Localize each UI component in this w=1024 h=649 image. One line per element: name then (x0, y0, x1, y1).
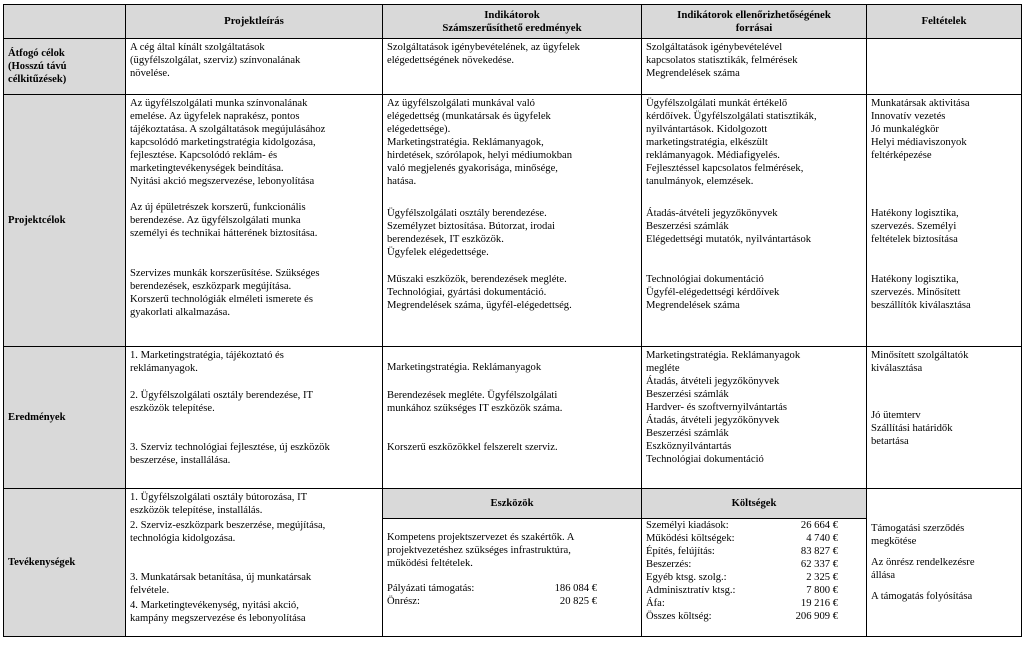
cell-overall-indicators (383, 39, 642, 95)
funding-item (387, 582, 597, 595)
cell-text: Marketingstratégia. Reklámanyagok megléte Átadás, átvételi jegyzőkönyvek Beszerzési számlák Hardver- és szoftvernyilvántartás Átadás, átvételi jegyzőkönyvek Beszerzési számlák Eszköznyilvántartás Technológiai dokumentáció (646, 350, 801, 465)
header-indicators-line2: Számszerűsíthető eredmények (442, 21, 582, 34)
funding-value: 20 825 € (559, 596, 597, 607)
cell-text: Támogatási szerződés megkötése (871, 523, 965, 547)
cost-value: 83 827 € (800, 546, 838, 557)
cell-text: 1. Ügyfélszolgálati osztály bútorozása, IT eszközök telepítése, installálás. (130, 492, 308, 516)
cell-tools (383, 519, 642, 637)
cell-text: Szervizes munkák korszerűsítése. Szükséges berendezések, eszközpark megújítása. Korszerű technológiák elméleti ismerete és gyakorlati alkalmazása. (130, 268, 320, 318)
cell-activities-desc (126, 489, 383, 637)
cell-text: Ügyfélszolgálati munkát értékelő kérdőívek. Ügyfélszolgálati statisztikák, nyilvántartások. Kidolgozott marketingstratégia, elkészült reklámanyagok. Médiafigyelés. Fejlesztéssel kapcsolatos felmérések, tanulmányok, elemzések. (646, 98, 817, 187)
header-project-description: Projektleírás (126, 5, 383, 39)
header-row (4, 5, 1022, 39)
cell-text: Átadás-átvételi jegyzőkönyvek Beszerzési számlák Elégedettségi mutatók, nyilvántartások (646, 208, 812, 245)
cell-text: Műszaki eszközök, berendezések megléte. Technológiai, gyártási dokumentáció. Megrendelések száma, ügyfél-elégedettség. (387, 274, 572, 311)
cell-text: Jó ütemterv Szállítási határidők betartása (871, 410, 953, 447)
cell-overall-desc (126, 39, 383, 95)
cell-text: Az ügyfélszolgálati munkával való elégedettség (munkatársak és ügyfelek elégedettsége). Marketingstratégia. Reklámanyagok, hirdetések, szórólapok, helyi médiumokban való megjelenés gyakorisága, minősége, hatása. (387, 98, 573, 187)
cost-value: 206 909 € (795, 611, 838, 622)
cell-project-indicators (383, 95, 642, 347)
cost-label: Működési költségek: (646, 533, 735, 544)
header-sources (642, 5, 867, 39)
cell-text: Szolgáltatások igénybevételével kapcsolatos statisztikák, felmérések Megrendelések száma (646, 42, 798, 79)
cell-text: A támogatás folyósítása (871, 591, 973, 602)
row-label-results (4, 347, 126, 489)
cost-value: 62 337 € (800, 559, 838, 570)
cost-value: 7 800 € (806, 585, 838, 596)
cost-item (646, 532, 838, 545)
cost-item (646, 584, 838, 597)
cost-value: 2 325 € (806, 572, 838, 583)
cell-text: 3. Szerviz technológiai fejlesztése, új eszközök beszerzése, installálása. (130, 442, 330, 466)
cell-text: A cég által kínált szolgáltatások (ügyfélszolgálat, szerviz) színvonalának növelése. (130, 42, 301, 79)
funding-label: Önrész: (387, 596, 420, 607)
header-indicators (383, 5, 642, 39)
cell-results-sources (642, 347, 867, 489)
cell-text: 1. Marketingstratégia, tájékoztató és reklámanyagok. (130, 350, 284, 374)
row-label-text: Projektcélok (8, 215, 66, 226)
cell-text: Minősített szolgáltatók kiválasztása (871, 350, 969, 374)
cost-label: Egyéb ktsg. szolg.: (646, 572, 727, 583)
header-sources-line2: forrásai (735, 21, 773, 34)
cost-label: Áfa: (646, 598, 665, 609)
cost-item (646, 519, 838, 532)
cost-label: Személyi kiadások: (646, 520, 729, 531)
cell-text: Hatékony logisztika, szervezés. Személyi feltételek biztosítása (871, 208, 959, 245)
cell-text: Szolgáltatások igénybevételének, az ügyfelek elégedettségének növekedése. (387, 42, 580, 66)
cell-text: 2. Ügyfélszolgálati osztály berendezése, IT eszközök telepítése. (130, 390, 313, 414)
cell-text: Az ügyfélszolgálati munka színvonalának emelése. Az ügyfelek naprakész, pontos tájékoztatása. A szolgáltatások megújulásához kapcsolódó marketingstratégia kidolgozása, fejlesztése. Kapcsolódó reklám- és marketingtevékenységek beindítása. Nyitási akció megszervezése, lebonyolítása (130, 98, 326, 187)
cost-label: Adminisztratív ktsg.: (646, 585, 736, 596)
cell-overall-conditions (867, 39, 1022, 95)
cell-text: Az önrész rendelkezésre állása (871, 557, 975, 581)
funding-value: 186 084 € (554, 583, 597, 594)
cost-list (646, 519, 838, 623)
cost-value: 4 740 € (806, 533, 838, 544)
header-sources-line1: Indikátorok ellenőrizhetőségének (677, 8, 831, 21)
cell-text: Az új épületrészek korszerű, funkcionális berendezése. Az ügyfélszolgálati munka személyi és technikai hátterének biztosítása. (130, 202, 318, 239)
row-label-text: Átfogó célok (Hosszú távú célkitűzések) (8, 48, 67, 85)
logframe-table (3, 4, 1022, 637)
cell-text: 2. Szerviz-eszközpark beszerzése, megújítása, technológia kidolgozása. (130, 520, 326, 544)
row-label-overall-goals (4, 39, 126, 95)
cell-text: Korszerű eszközökkel felszerelt szerviz. (387, 442, 558, 453)
funding-list (387, 582, 597, 608)
cost-item (646, 558, 838, 571)
cost-label: Összes költség: (646, 611, 712, 622)
cost-item (646, 545, 838, 558)
row-activities-top (4, 489, 1022, 519)
row-label-text: Eredmények (8, 412, 66, 423)
cell-project-desc (126, 95, 383, 347)
cell-text: 4. Marketingtevékenység, nyitási akció, kampány megszervezése és lebonyolítása (130, 600, 306, 624)
row-label-text: Tevékenységek (8, 557, 76, 568)
cell-project-sources (642, 95, 867, 347)
cost-item (646, 597, 838, 610)
cell-text: Kompetens projektszervezet és szakértők. A projektvezetéshez szükséges infrastruktúra, működési feltételek. (387, 532, 575, 569)
cost-label: Beszerzés: (646, 559, 692, 570)
cell-text: Technológiai dokumentáció Ügyfél-elégedettségi kérdőívek Megrendelések száma (646, 274, 780, 311)
row-overall-goals (4, 39, 1022, 95)
header-indicators-line1: Indikátorok (484, 8, 540, 21)
header-conditions: Feltételek (867, 5, 1022, 39)
cost-value: 19 216 € (800, 598, 838, 609)
costs-header: Költségek (642, 489, 867, 519)
cell-text: Munkatársak aktivitása Innovatív vezetés Jó munkalégkör Helyi médiaviszonyok feltérképezése (871, 98, 970, 161)
funding-item (387, 595, 597, 608)
cell-text: Ügyfélszolgálati osztály berendezése. Személyzet biztosítása. Bútorzat, irodai berendezések, IT eszközök. Ügyfelek elégedettsége. (387, 208, 555, 258)
funding-label: Pályázati támogatás: (387, 583, 475, 594)
cell-results-conditions (867, 347, 1022, 489)
row-label-project-goals (4, 95, 126, 347)
cell-results-desc (126, 347, 383, 489)
row-label-activities (4, 489, 126, 637)
row-results (4, 347, 1022, 489)
cost-value: 26 664 € (800, 520, 838, 531)
cell-costs (642, 519, 867, 637)
cost-item (646, 610, 838, 623)
cell-text: Berendezések megléte. Ügyfélszolgálati munkához szükséges IT eszközök száma. (387, 390, 563, 414)
cell-overall-sources (642, 39, 867, 95)
cell-project-conditions (867, 95, 1022, 347)
cell-text: Hatékony logisztika, szervezés. Minősített beszállítók kiválasztása (871, 274, 971, 311)
cell-activities-conditions (867, 489, 1022, 637)
header-corner (4, 5, 126, 39)
cell-text: Marketingstratégia. Reklámanyagok (387, 362, 542, 373)
cell-text: 3. Munkatársak betanítása, új munkatársak felvétele. (130, 572, 312, 596)
cost-label: Építés, felújítás: (646, 546, 715, 557)
cost-item (646, 571, 838, 584)
tools-header: Eszközök (383, 489, 642, 519)
cell-results-indicators (383, 347, 642, 489)
row-project-goals (4, 95, 1022, 347)
